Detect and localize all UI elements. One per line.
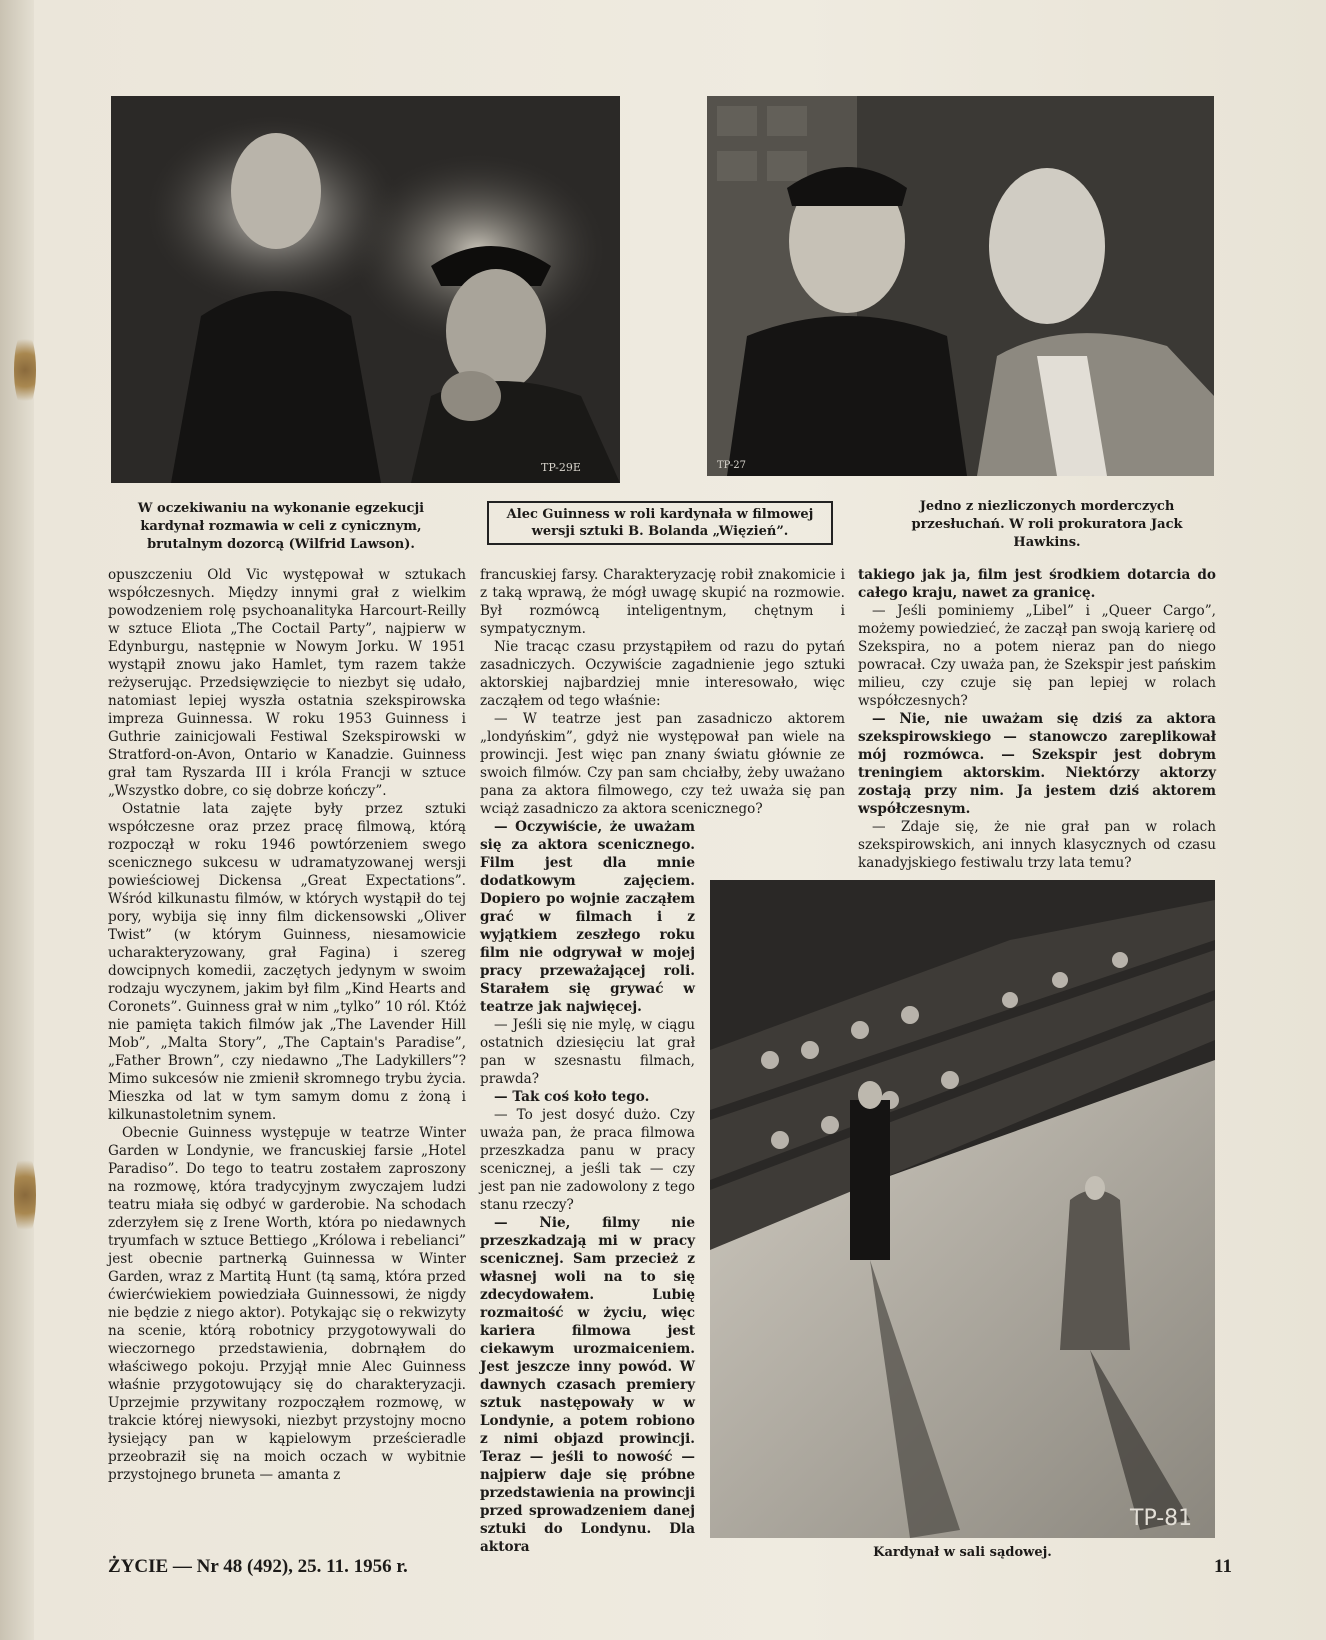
caption-center: Alec Guinness w roli kardynała w filmowej wersji sztuki B. Bolanda „Więzień”.: [487, 501, 833, 545]
col1-paragraph: Ostatnie lata zajęte były przez sztuki współczesne oraz przez pracę filmową, którą rozpoczął w roku 1946 powtórzeniem swego scenicznego sukcesu w udramatyzowanej wersji powieściowej Dickensa „Great Expectations”. Wśród kilkunastu filmów, w których wystąpił do tej pory, wybija się inny film dickensowski „Oliver Twist” (w którym Guinness, niesamowicie ucharakteryzowany, grał Fagina) i szereg dowcipnych komedii, zaczętych jedynym w swoim rodzaju wyczynem, jakim był film „Kind Hearts and Coronets”. Guinness grał w nim „tylko” 10 ról. Któż nie pamięta takich filmów jak „The Lavender Hill Mob”, „Malta Story”, „The Captain's Paradise”, „Father Brown”, czy niedawno „The Ladykillers”? Mimo sukcesów nie zmienił skromnego trybu życia. Mieszka od lat w tym samym domu z żoną i kilkunastoletnim synem.: [108, 801, 466, 1123]
footer-issue: ŻYCIE — Nr 48 (492), 25. 11. 1956 r.: [108, 1556, 408, 1577]
text-column-3: [858, 566, 1216, 872]
staple-mark: [14, 330, 36, 410]
col2-paragraph: — Jeśli się nie mylę, w ciągu ostatnich dziesięciu lat grał pan w szesnastu filmach, prawda?: [480, 1017, 695, 1087]
caption-bottom: Kardynał w sali sądowej.: [873, 1545, 1052, 1560]
page-number: 11: [1214, 1556, 1232, 1577]
caption-left: W oczekiwaniu na wykonanie egzekucji kardynał rozmawia w celi z cynicznym, brutalnym dozorcą (Wilfrid Lawson).: [137, 501, 425, 552]
col2-paragraph: — Tak coś koło tego.: [494, 1089, 650, 1105]
photo-cardinal-and-prosecutor: [707, 96, 1214, 476]
col2-paragraph: — Oczywiście, że uważam się za aktora scenicznego. Film jest dla mnie dodatkowym zajęciem. Dopiero po wojnie zacząłem grać w filmach i z wyjątkiem zeszłego roku film nie odgrywał w mojej pracy przeważającej roli. Starałem się grywać w teatrze jak najwięcej.: [480, 819, 695, 1015]
col1-paragraph: Obecnie Guinness występuje w teatrze Winter Garden w Londynie, we francuskiej farsie „Hotel Paradiso”. Do tego to teatru zostałem zaproszony na rozmowę, która tradycyjnym zwyczajem ludzi teatru miała się odbyć w garderobie. Na schodach zderzyłem się z Irene Worth, która po niedawnych tryumfach w sztuce Bettiego „Królowa i rebelianci” jest obecnie partnerką Guinnessa w Winter Garden, wraz z Martitą Hunt (tą samą, która przed ćwierćwiekiem powiedziała Guinnessowi, że nigdy nie będzie z niego aktor). Potykając się o rekwizyty na scenie, którą robotnicy przygotowywali do wieczornego przedstawienia, dobrnąłem do właściwego pokoju. Przyjął mnie Alec Guinness właśnie przygotowujący się do charakteryzacji. Uprzejmie przywitany rozpocząłem rozmowę, w trakcie której niewysoki, niezbyt przystojny mocno łysiejący pan w kąpielowym prześcieradle przeobraził się na moich oczach w wybitnie przystojnego bruneta — amanta z: [108, 1125, 466, 1483]
col1-paragraph: opuszczeniu Old Vic występował w sztukach współczesnych. Między innymi grał z wielkim powodzeniem rolę psychoanalityka Harcourt-Reilly w sztuce Eliota „The Coctail Party”, najpierw w Edynburgu, następnie w Nowym Jorku. W 1951 wystąpił znowu jako Hamlet, tym razem także reżyserując. Przedsięwzięcie to niezbyt się udało, natomiast lepiej wyszła ostatnia szekspirowska impreza Guinnessa. W roku 1953 Guinness i Guthrie zainicjowali Festiwal Szekspirowski w Stratford-on-Avon, Ontario w Kanadzie. Guinness grał tam Ryszarda III i króla Francji w sztuce „Wszystko dobre, co się dobrze kończy”.: [108, 567, 466, 799]
col3-paragraph: takiego jak ja, film jest środkiem dotarcia do całego kraju, nawet za granicę.: [858, 567, 1216, 601]
photo-mark-p1: TP-29E: [541, 461, 581, 474]
col2-paragraph: — Nie, filmy nie przeszkadzają mi w pracy scenicznej. Sam przecież z własnej woli na to się zdecydowałem. Lubię rozmaitość w życiu, więc kariera filmowa jest ciekawym urozmaiceniem. Jest jeszcze inny powód. W dawnych czasach premiery sztuk następowały w w Londynie, a potem robiono z nimi objazd prowincji. Teraz — jeśli to nowość — najpierw daje się próbne przedstawienia na prowincji przed sprowadzeniem danej sztuki do Londynu. Dla aktora: [480, 1215, 695, 1555]
photo-cardinal-and-jailer: [111, 96, 620, 483]
col3-paragraph: — Zdaje się, że nie grał pan w rolach szekspirowskich, ani innych klasycznych od czasu kanadyjskiego festiwalu trzy lata temu?: [858, 819, 1216, 871]
col3-paragraph: — Jeśli pominiemy „Libel” i „Queer Cargo”, możemy powiedzieć, że zaczął pan swoją karierę od Szekspira, no a potem nieraz pan do niego powracał. Czy uważa pan, że Szekspir jest pańskim milieu, czy czuje się pan lepiej w rolach współczesnych?: [858, 603, 1216, 709]
col2-paragraph: Nie tracąc czasu przystąpiłem od razu do pytań zasadniczych. Oczywiście zagadnienie jego sztuki aktorskiej najbardziej mnie interesowało, więc zacząłem od tego właśnie:: [480, 639, 845, 709]
col2-paragraph: — To jest dosyć dużo. Czy uważa pan, że praca filmowa przeszkadza panu w pracy scenicznej, a jeśli tak — czy jest pan nie zadowolony z tego stanu rzeczy?: [480, 1107, 695, 1213]
photo-courtroom: [710, 880, 1215, 1538]
caption-right: Jedno z niezliczonych morderczych przesłuchań. W roli prokuratora Jack Hawkins.: [911, 499, 1183, 550]
staple-mark: [14, 1150, 36, 1240]
col3-paragraph: — Nie, nie uważam się dziś za aktora szekspirowskiego — stanowczo zareplikował mój rozmówca. — Szekspir jest dobrym treningiem aktorskim. Niektórzy aktorzy zostają przy nim. Ja jestem dziś aktorem współczesnym.: [858, 711, 1216, 817]
col2-paragraph: — W teatrze jest pan zasadniczo aktorem „londyńskim”, gdyż nie występował pan wiele na prowincji. Jest więc pan znany światu głównie ze swoich filmów. Czy pan sam chciałby, żeby uważano pana za aktora filmowego, czy też uważa się pan wciąż zasadniczo za aktora scenicznego?: [480, 711, 845, 817]
text-column-1: [108, 566, 466, 1484]
col2-paragraph: francuskiej farsy. Charakteryzację robił znakomicie i z taką wprawą, że mógł uwagę skupić na rozmowie. Był rozmówcą inteligentnym, chętnym i sympatycznym.: [480, 567, 845, 637]
photo-mark-p2: TP-27: [717, 460, 746, 471]
photo-mark-p3: TP-81: [1130, 1506, 1193, 1531]
page-spine: [0, 0, 34, 1640]
